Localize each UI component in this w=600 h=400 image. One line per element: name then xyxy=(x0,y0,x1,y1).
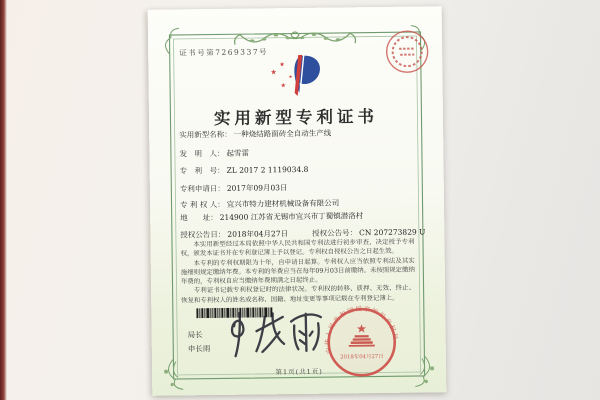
field-row xyxy=(180,164,309,177)
page-number-footer: 第1页(共1页) xyxy=(275,367,323,377)
field-label: 地 址： xyxy=(180,212,218,223)
legal-paragraph: 本专利的专利权期限为十年，自申请日起算。专利权人应当依照专利法及其实施细则规定缴纳年费。本专利的年费应当在每年09月03日前缴纳。未按照规定缴纳年费的，专利权自应当缴纳年费期满之日起终止。 xyxy=(180,256,415,286)
field-label: 授权公告号： xyxy=(312,228,358,238)
svg-text:★: ★ xyxy=(280,82,287,90)
field-label: 授权公告日： xyxy=(180,229,226,240)
field-value: ZL 2017 2 1119034.8 xyxy=(226,164,309,175)
field-row xyxy=(180,210,363,223)
legal-text-block xyxy=(180,238,415,306)
field-row xyxy=(180,182,288,194)
field-value: 起雪雷 xyxy=(226,148,249,158)
seal-date-text: 2018年04月27日 xyxy=(340,353,384,361)
field-label: 发 明 人： xyxy=(179,148,225,159)
agency-seal-icon xyxy=(382,26,433,77)
field-row xyxy=(180,197,339,210)
field-row xyxy=(179,148,249,160)
certificate-title: 实用新型专利证书 xyxy=(213,107,379,129)
field-value: 一种烧结路面砖全自动生产线 xyxy=(233,128,332,139)
field-label: 专 利 权 人： xyxy=(179,199,225,210)
patent-logo-icon xyxy=(267,50,326,101)
field-row xyxy=(179,128,331,141)
svg-text:★: ★ xyxy=(279,61,285,69)
seal-ring-text: 中华人民共和国国家知识产权局 xyxy=(324,305,399,355)
field-label: 专 利 号： xyxy=(179,165,225,176)
field-value: CN 207273829 U xyxy=(359,227,426,238)
director-name-label: 申长雨 xyxy=(187,344,211,354)
fields-block xyxy=(179,124,426,242)
certificate-number: 证书号第7269337号 xyxy=(179,47,269,58)
certificate-paper xyxy=(148,6,447,396)
field-label: 实用新型名称： xyxy=(179,129,232,140)
director-title-label: 局长 xyxy=(187,330,203,340)
svg-text:★: ★ xyxy=(288,75,293,81)
field-value: 2018年04月27日 xyxy=(227,229,289,239)
book-spine-shadow xyxy=(0,0,7,400)
svg-text:★: ★ xyxy=(270,68,277,77)
field-value: 214900 江苏省无锡市宜兴市丁蜀镇潜洛村 xyxy=(219,211,364,222)
legal-paragraph: 本实用新型经过本局依照中华人民共和国专利法进行初步审查，决定授予专利权，颁发本证书并在专利登记簿上予以登记。专利权自授权公告之日起生效。 xyxy=(180,237,415,258)
legal-paragraph: 专利证书记载专利权登记时的法律状况。专利权的转移、质押、无效、终止、恢复和专利权人的姓名或名称、国籍、地址变更等事项记载在专利登记簿上。 xyxy=(181,284,416,305)
director-signature xyxy=(224,306,326,363)
field-value: 2017年09月03日 xyxy=(226,183,288,193)
field-label: 专利申请日： xyxy=(179,183,225,194)
field-value: 宜兴市特力建材机械设备有限公司 xyxy=(226,198,340,209)
